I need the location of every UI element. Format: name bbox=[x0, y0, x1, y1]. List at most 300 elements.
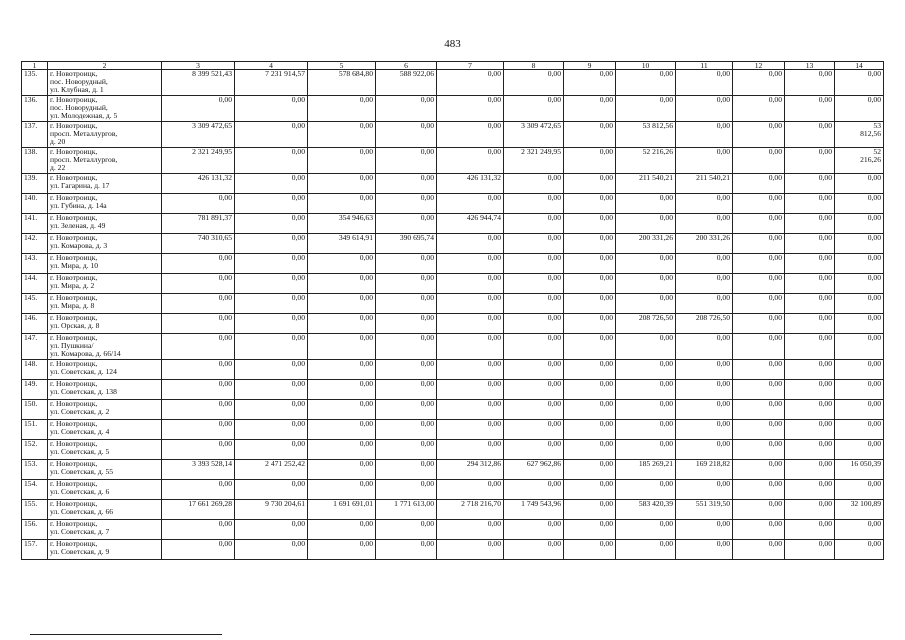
value-cell: 0,00 bbox=[733, 440, 785, 460]
value-cell: 0,00 bbox=[376, 96, 437, 122]
address-line: г. Новотроицк, bbox=[50, 233, 98, 242]
address-line: г. Новотроицк, bbox=[50, 359, 98, 368]
value-cell: 0,00 bbox=[437, 96, 504, 122]
value-cell: 7 231 914,57 bbox=[235, 70, 308, 96]
address-line: ул. Комарова, д. 66/14 bbox=[50, 349, 121, 359]
address-cell bbox=[48, 500, 162, 520]
table-row bbox=[22, 380, 884, 400]
address-line: г. Новотроицк, bbox=[50, 69, 98, 78]
value-cell: 0,00 bbox=[733, 294, 785, 314]
value-cell: 0,00 bbox=[564, 148, 616, 174]
value-cell: 0,00 bbox=[733, 420, 785, 440]
value-cell: 0,00 bbox=[785, 148, 835, 174]
value-cell bbox=[835, 148, 884, 174]
header-row bbox=[22, 62, 884, 70]
value-cell: 0,00 bbox=[235, 122, 308, 148]
table-body bbox=[22, 70, 884, 560]
value-cell: 0,00 bbox=[437, 520, 504, 540]
value-cell: 0,00 bbox=[835, 400, 884, 420]
value-cell: 0,00 bbox=[162, 274, 235, 294]
value-cell: 0,00 bbox=[676, 360, 733, 380]
footnote-rule bbox=[30, 634, 222, 635]
value-cell: 0,00 bbox=[676, 380, 733, 400]
value-cell: 0,00 bbox=[676, 214, 733, 234]
row-number: 151. bbox=[22, 420, 48, 440]
row-number: 140. bbox=[22, 194, 48, 214]
value-cell: 0,00 bbox=[437, 294, 504, 314]
value-cell: 0,00 bbox=[785, 480, 835, 500]
value-cell: 3 309 472,65 bbox=[504, 122, 564, 148]
value-cell: 0,00 bbox=[835, 480, 884, 500]
value-cell: 0,00 bbox=[504, 420, 564, 440]
row-number: 150. bbox=[22, 400, 48, 420]
address-cell bbox=[48, 400, 162, 420]
value-cell: 0,00 bbox=[162, 420, 235, 440]
value-cell: 0,00 bbox=[733, 96, 785, 122]
address-cell bbox=[48, 334, 162, 360]
value-cell: 0,00 bbox=[733, 480, 785, 500]
row-number: 152. bbox=[22, 440, 48, 460]
address-line: ул. Советская, д. 5 bbox=[50, 447, 110, 457]
value-cell: 0,00 bbox=[676, 520, 733, 540]
value-cell: 349 614,91 bbox=[308, 234, 376, 254]
value-cell: 0,00 bbox=[308, 254, 376, 274]
value-cell: 0,00 bbox=[676, 194, 733, 214]
address-line: д. 20 bbox=[50, 137, 66, 147]
value-cell: 0,00 bbox=[676, 440, 733, 460]
value-cell: 0,00 bbox=[676, 148, 733, 174]
value-cell: 426 131,32 bbox=[162, 174, 235, 194]
row-number: 154. bbox=[22, 480, 48, 500]
table-row bbox=[22, 360, 884, 380]
row-number: 137. bbox=[22, 122, 48, 148]
column-header: 5 bbox=[308, 62, 376, 70]
address-line: г. Новотроицк, bbox=[50, 499, 98, 508]
value-cell: 0,00 bbox=[785, 122, 835, 148]
address-line: г. Новотроицк, bbox=[50, 479, 98, 488]
address-line: г. Новотроицк, bbox=[50, 539, 98, 548]
value-cell: 0,00 bbox=[564, 380, 616, 400]
address-cell bbox=[48, 480, 162, 500]
value-cell: 53 812,56 bbox=[616, 122, 676, 148]
value-cell: 0,00 bbox=[785, 440, 835, 460]
address-line: ул. Советская, д. 2 bbox=[50, 407, 110, 417]
value-cell: 0,00 bbox=[504, 440, 564, 460]
value-cell: 1 749 543,96 bbox=[504, 500, 564, 520]
value-cell: 0,00 bbox=[564, 420, 616, 440]
value-cell: 0,00 bbox=[162, 520, 235, 540]
address-line: г. Новотроицк, bbox=[50, 333, 98, 342]
value-cell: 185 269,21 bbox=[616, 460, 676, 480]
value-cell: 0,00 bbox=[308, 460, 376, 480]
value-cell: 0,00 bbox=[376, 194, 437, 214]
address-line: ул. Советская, д. 55 bbox=[50, 467, 114, 477]
address-line: ул. Орская, д. 8 bbox=[50, 321, 100, 331]
value-cell: 354 946,63 bbox=[308, 214, 376, 234]
value-cell: 0,00 bbox=[564, 194, 616, 214]
value-cell: 0,00 bbox=[162, 400, 235, 420]
address-cell bbox=[48, 314, 162, 334]
value-cell: 0,00 bbox=[616, 520, 676, 540]
value-cell: 0,00 bbox=[376, 334, 437, 360]
value-cell: 0,00 bbox=[676, 420, 733, 440]
value-cell: 0,00 bbox=[835, 174, 884, 194]
value-cell: 0,00 bbox=[437, 440, 504, 460]
value-cell: 0,00 bbox=[733, 274, 785, 294]
value-cell: 0,00 bbox=[437, 194, 504, 214]
value-cell: 0,00 bbox=[616, 480, 676, 500]
row-number: 148. bbox=[22, 360, 48, 380]
value-cell: 0,00 bbox=[785, 420, 835, 440]
value-cell: 0,00 bbox=[504, 520, 564, 540]
value-line: 216,26 bbox=[860, 155, 881, 165]
row-number: 147. bbox=[22, 334, 48, 360]
column-header: 2 bbox=[48, 62, 162, 70]
value-cell: 0,00 bbox=[785, 234, 835, 254]
value-cell: 0,00 bbox=[676, 480, 733, 500]
value-cell: 0,00 bbox=[376, 540, 437, 560]
value-cell: 0,00 bbox=[785, 540, 835, 560]
value-cell: 0,00 bbox=[785, 96, 835, 122]
value-cell: 0,00 bbox=[616, 440, 676, 460]
address-cell bbox=[48, 460, 162, 480]
value-cell: 0,00 bbox=[504, 314, 564, 334]
column-header: 7 bbox=[437, 62, 504, 70]
table-row bbox=[22, 174, 884, 194]
value-cell: 0,00 bbox=[616, 400, 676, 420]
column-header: 10 bbox=[616, 62, 676, 70]
value-cell: 1 691 691,01 bbox=[308, 500, 376, 520]
value-cell: 0,00 bbox=[504, 70, 564, 96]
value-cell: 0,00 bbox=[835, 294, 884, 314]
value-cell: 0,00 bbox=[564, 540, 616, 560]
value-line: 52 bbox=[873, 147, 881, 156]
value-cell: 0,00 bbox=[376, 360, 437, 380]
value-cell: 0,00 bbox=[162, 440, 235, 460]
row-number: 136. bbox=[22, 96, 48, 122]
address-cell bbox=[48, 96, 162, 122]
address-cell bbox=[48, 70, 162, 96]
value-cell: 0,00 bbox=[308, 122, 376, 148]
value-cell: 0,00 bbox=[676, 254, 733, 274]
value-cell: 0,00 bbox=[616, 96, 676, 122]
address-line: ул. Пушкина/ bbox=[50, 341, 94, 351]
value-cell: 17 661 269,28 bbox=[162, 500, 235, 520]
value-cell: 0,00 bbox=[564, 334, 616, 360]
value-cell: 0,00 bbox=[308, 540, 376, 560]
value-cell: 0,00 bbox=[733, 540, 785, 560]
value-cell: 781 891,37 bbox=[162, 214, 235, 234]
value-cell: 0,00 bbox=[376, 174, 437, 194]
row-number: 143. bbox=[22, 254, 48, 274]
table-row bbox=[22, 214, 884, 234]
table-row bbox=[22, 460, 884, 480]
value-cell: 0,00 bbox=[437, 360, 504, 380]
value-cell: 0,00 bbox=[564, 360, 616, 380]
address-cell bbox=[48, 520, 162, 540]
column-header: 13 bbox=[785, 62, 835, 70]
address-line: г. Новотроицк, bbox=[50, 439, 98, 448]
row-number: 153. bbox=[22, 460, 48, 480]
value-cell: 0,00 bbox=[235, 214, 308, 234]
value-cell: 0,00 bbox=[785, 380, 835, 400]
page-number: 483 bbox=[444, 38, 461, 50]
value-cell: 0,00 bbox=[376, 400, 437, 420]
value-cell: 0,00 bbox=[437, 400, 504, 420]
address-line: ул. Мира, д. 8 bbox=[50, 301, 95, 311]
row-number: 149. bbox=[22, 380, 48, 400]
value-cell: 0,00 bbox=[437, 122, 504, 148]
value-cell: 0,00 bbox=[564, 520, 616, 540]
address-line: г. Новотроицк, bbox=[50, 273, 98, 282]
value-cell: 0,00 bbox=[308, 148, 376, 174]
value-cell: 0,00 bbox=[504, 360, 564, 380]
address-line: г. Новотроицк, bbox=[50, 213, 98, 222]
value-cell: 0,00 bbox=[162, 194, 235, 214]
value-cell: 0,00 bbox=[504, 174, 564, 194]
address-line: ул. Советская, д. 7 bbox=[50, 527, 110, 537]
value-cell: 0,00 bbox=[437, 70, 504, 96]
address-cell bbox=[48, 440, 162, 460]
value-cell: 0,00 bbox=[785, 274, 835, 294]
value-cell: 426 944,74 bbox=[437, 214, 504, 234]
value-cell: 208 726,50 bbox=[676, 314, 733, 334]
value-cell: 0,00 bbox=[785, 500, 835, 520]
address-line: пос. Новорудный, bbox=[50, 77, 108, 87]
value-cell: 0,00 bbox=[235, 234, 308, 254]
value-cell: 0,00 bbox=[676, 122, 733, 148]
table-row bbox=[22, 194, 884, 214]
value-cell: 0,00 bbox=[785, 334, 835, 360]
address-line: ул. Мира, д. 10 bbox=[50, 261, 99, 271]
table-row bbox=[22, 334, 884, 360]
value-cell: 0,00 bbox=[308, 314, 376, 334]
row-number: 139. bbox=[22, 174, 48, 194]
value-cell: 0,00 bbox=[308, 334, 376, 360]
value-cell: 0,00 bbox=[835, 274, 884, 294]
value-cell: 0,00 bbox=[564, 460, 616, 480]
table-row bbox=[22, 234, 884, 254]
column-header: 3 bbox=[162, 62, 235, 70]
value-cell: 0,00 bbox=[504, 274, 564, 294]
value-cell: 0,00 bbox=[733, 314, 785, 334]
value-cell: 0,00 bbox=[733, 122, 785, 148]
value-cell: 0,00 bbox=[235, 480, 308, 500]
table-row bbox=[22, 274, 884, 294]
value-cell: 0,00 bbox=[785, 460, 835, 480]
value-cell: 0,00 bbox=[676, 70, 733, 96]
value-cell: 0,00 bbox=[785, 214, 835, 234]
table-row bbox=[22, 440, 884, 460]
value-cell: 16 050,39 bbox=[835, 460, 884, 480]
table-row bbox=[22, 480, 884, 500]
value-cell: 0,00 bbox=[835, 96, 884, 122]
table-row bbox=[22, 148, 884, 174]
address-cell bbox=[48, 214, 162, 234]
value-cell: 0,00 bbox=[564, 174, 616, 194]
value-cell: 0,00 bbox=[504, 540, 564, 560]
value-cell: 0,00 bbox=[564, 122, 616, 148]
value-cell: 52 216,26 bbox=[616, 148, 676, 174]
table-row bbox=[22, 520, 884, 540]
value-cell: 211 540,21 bbox=[616, 174, 676, 194]
value-cell: 0,00 bbox=[676, 274, 733, 294]
table-row bbox=[22, 294, 884, 314]
row-number: 146. bbox=[22, 314, 48, 334]
address-cell bbox=[48, 294, 162, 314]
table-row bbox=[22, 500, 884, 520]
value-cell: 0,00 bbox=[785, 360, 835, 380]
value-cell: 0,00 bbox=[504, 334, 564, 360]
address-line: ул. Советская, д. 9 bbox=[50, 547, 110, 557]
value-cell: 627 962,86 bbox=[504, 460, 564, 480]
value-cell: 0,00 bbox=[235, 520, 308, 540]
address-line: ул. Молодежная, д. 5 bbox=[50, 111, 118, 121]
value-cell: 0,00 bbox=[235, 148, 308, 174]
row-number: 156. bbox=[22, 520, 48, 540]
value-cell: 0,00 bbox=[616, 380, 676, 400]
value-cell: 0,00 bbox=[835, 194, 884, 214]
value-cell: 551 319,50 bbox=[676, 500, 733, 520]
value-cell: 0,00 bbox=[835, 540, 884, 560]
value-cell: 0,00 bbox=[676, 334, 733, 360]
value-cell: 0,00 bbox=[437, 380, 504, 400]
address-line: ул. Советская, д. 4 bbox=[50, 427, 110, 437]
value-cell: 0,00 bbox=[504, 480, 564, 500]
value-cell: 0,00 bbox=[733, 148, 785, 174]
value-cell: 0,00 bbox=[437, 334, 504, 360]
address-line: просп. Металлургов, bbox=[50, 155, 118, 165]
address-cell bbox=[48, 274, 162, 294]
address-line: г. Новотроицк, bbox=[50, 519, 98, 528]
value-cell: 390 695,74 bbox=[376, 234, 437, 254]
value-cell: 0,00 bbox=[564, 294, 616, 314]
value-cell: 0,00 bbox=[376, 294, 437, 314]
value-cell: 0,00 bbox=[235, 400, 308, 420]
value-cell: 0,00 bbox=[504, 234, 564, 254]
address-cell bbox=[48, 380, 162, 400]
address-line: г. Новотроицк, bbox=[50, 173, 98, 182]
value-cell: 0,00 bbox=[733, 380, 785, 400]
value-cell: 0,00 bbox=[676, 294, 733, 314]
address-line: г. Новотроицк, bbox=[50, 293, 98, 302]
value-cell: 0,00 bbox=[504, 96, 564, 122]
value-cell: 0,00 bbox=[308, 274, 376, 294]
value-cell: 0,00 bbox=[785, 294, 835, 314]
row-number: 142. bbox=[22, 234, 48, 254]
value-cell: 0,00 bbox=[835, 70, 884, 96]
value-cell: 0,00 bbox=[504, 194, 564, 214]
value-cell: 3 393 528,14 bbox=[162, 460, 235, 480]
value-cell: 208 726,50 bbox=[616, 314, 676, 334]
data-table bbox=[21, 61, 884, 560]
address-line: д. 22 bbox=[50, 163, 66, 173]
row-number: 157. bbox=[22, 540, 48, 560]
column-header: 8 bbox=[504, 62, 564, 70]
value-cell: 0,00 bbox=[616, 294, 676, 314]
address-line: г. Новотроицк, bbox=[50, 147, 98, 156]
value-cell: 0,00 bbox=[235, 294, 308, 314]
value-cell: 2 321 249,95 bbox=[504, 148, 564, 174]
value-cell: 9 730 204,61 bbox=[235, 500, 308, 520]
value-cell: 0,00 bbox=[504, 254, 564, 274]
address-line: г. Новотроицк, bbox=[50, 379, 98, 388]
address-line: г. Новотроицк, bbox=[50, 95, 98, 104]
address-cell bbox=[48, 234, 162, 254]
value-cell: 0,00 bbox=[616, 420, 676, 440]
value-cell: 0,00 bbox=[835, 380, 884, 400]
value-cell: 0,00 bbox=[308, 360, 376, 380]
value-cell: 0,00 bbox=[676, 96, 733, 122]
address-cell bbox=[48, 194, 162, 214]
value-cell: 0,00 bbox=[376, 214, 437, 234]
address-cell bbox=[48, 254, 162, 274]
value-cell: 0,00 bbox=[437, 420, 504, 440]
table-row bbox=[22, 122, 884, 148]
value-cell: 0,00 bbox=[308, 480, 376, 500]
value-cell: 0,00 bbox=[437, 148, 504, 174]
value-cell: 426 131,32 bbox=[437, 174, 504, 194]
value-cell: 0,00 bbox=[376, 148, 437, 174]
value-cell: 588 922,06 bbox=[376, 70, 437, 96]
value-cell: 0,00 bbox=[733, 254, 785, 274]
value-cell: 0,00 bbox=[835, 234, 884, 254]
address-line: просп. Металлургов, bbox=[50, 129, 118, 139]
value-cell: 0,00 bbox=[733, 500, 785, 520]
value-cell: 0,00 bbox=[308, 440, 376, 460]
value-cell: 0,00 bbox=[785, 314, 835, 334]
value-cell: 0,00 bbox=[162, 380, 235, 400]
value-cell: 0,00 bbox=[564, 214, 616, 234]
row-number: 155. bbox=[22, 500, 48, 520]
value-cell: 0,00 bbox=[235, 440, 308, 460]
value-cell: 0,00 bbox=[437, 254, 504, 274]
table-row bbox=[22, 254, 884, 274]
value-cell: 0,00 bbox=[733, 234, 785, 254]
value-cell: 0,00 bbox=[308, 400, 376, 420]
value-cell: 0,00 bbox=[235, 254, 308, 274]
value-cell: 0,00 bbox=[835, 214, 884, 234]
value-cell: 0,00 bbox=[733, 334, 785, 360]
value-cell: 0,00 bbox=[676, 540, 733, 560]
value-cell: 0,00 bbox=[504, 294, 564, 314]
address-cell bbox=[48, 360, 162, 380]
value-cell: 0,00 bbox=[564, 274, 616, 294]
value-cell: 0,00 bbox=[785, 520, 835, 540]
value-cell: 0,00 bbox=[162, 480, 235, 500]
column-header: 14 bbox=[835, 62, 884, 70]
table-row bbox=[22, 420, 884, 440]
value-cell: 2 321 249,95 bbox=[162, 148, 235, 174]
value-cell: 0,00 bbox=[308, 420, 376, 440]
value-cell: 0,00 bbox=[376, 380, 437, 400]
value-cell: 0,00 bbox=[733, 214, 785, 234]
row-number: 144. bbox=[22, 274, 48, 294]
value-cell: 2 471 252,42 bbox=[235, 460, 308, 480]
value-cell: 0,00 bbox=[835, 334, 884, 360]
value-cell: 0,00 bbox=[616, 214, 676, 234]
value-cell: 0,00 bbox=[564, 96, 616, 122]
value-cell: 0,00 bbox=[564, 400, 616, 420]
value-cell: 32 100,89 bbox=[835, 500, 884, 520]
value-cell: 0,00 bbox=[835, 314, 884, 334]
address-line: ул. Советская, д. 6 bbox=[50, 487, 110, 497]
address-line: ул. Советская, д. 124 bbox=[50, 367, 117, 377]
value-cell: 0,00 bbox=[564, 480, 616, 500]
value-cell: 0,00 bbox=[376, 254, 437, 274]
column-header: 4 bbox=[235, 62, 308, 70]
value-cell: 0,00 bbox=[835, 420, 884, 440]
